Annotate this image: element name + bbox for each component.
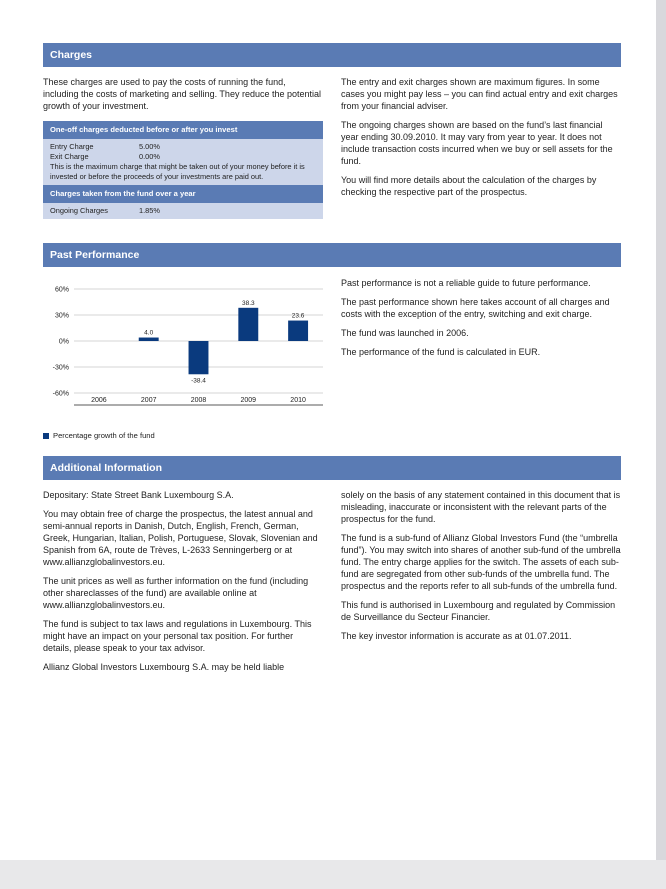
bar-2010 xyxy=(288,321,308,341)
y-tick-label: -60% xyxy=(52,390,69,398)
y-tick-label: 0% xyxy=(58,338,69,346)
performance-p1: Past performance is not a reliable guide to future performance. xyxy=(341,278,591,288)
additional-left-p3: The unit prices as well as further information on the fund (including other shareclasses of the fund) are available online at www.allianzglobalinvestors.eu. xyxy=(43,576,309,610)
page-edge-shadow xyxy=(656,0,666,860)
bar-2009 xyxy=(238,308,258,341)
data-label-2010: 23.6 xyxy=(291,312,305,320)
exit-charge-value: 0.00% xyxy=(139,152,160,161)
y-tick-label: 60% xyxy=(54,286,69,294)
yearly-charges-body xyxy=(43,203,323,219)
bar-2008 xyxy=(189,341,209,374)
data-label-2009: 38.3 xyxy=(241,299,255,307)
ongoing-charges-row xyxy=(50,206,316,216)
charges-right-p1: The entry and exit charges shown are maximum figures. In some cases you might pay less – you can find actual entry and exit charges from your financial adviser. xyxy=(341,77,618,111)
performance-p4: The performance of the fund is calculated in EUR. xyxy=(341,347,541,357)
bar-2007 xyxy=(139,338,159,341)
charges-table xyxy=(43,121,323,219)
exit-charge-row xyxy=(50,152,316,162)
charges-intro-text: These charges are used to pay the costs of running the fund, including the costs of marketing and selling. They reduce the potential growth of your investment. xyxy=(43,77,322,111)
additional-header: Additional Information xyxy=(43,456,621,480)
yearly-charges-header: Charges taken from the fund over a year xyxy=(43,185,323,203)
x-tick-label: 2007 xyxy=(140,397,157,404)
data-label-2007: 4.0 xyxy=(144,329,154,337)
charges-intro xyxy=(43,76,323,119)
ongoing-charges-value: 1.85% xyxy=(139,206,160,215)
additional-left-p2: You may obtain free of charge the prospectus, the latest annual and semi-annual reports in Danish, Dutch, English, French, German, Greek, Hungarian, Italian, Polish, Portuguese, Slovak, Slovenian and Spanish from 6A, route de Trèves, L-2633 Senningerberg or at www.allianzglobalinvestors.eu. xyxy=(43,509,318,567)
additional-right-column xyxy=(341,489,621,649)
data-label-2008: -38.4 xyxy=(191,377,206,385)
y-tick-label: -30% xyxy=(52,364,69,372)
charges-right-column xyxy=(341,76,621,205)
ongoing-charges-label: Ongoing Charges xyxy=(50,206,108,215)
additional-right-p2: The fund is a sub-fund of Allianz Global Investors Fund (the “umbrella fund”). You may switch into shares of another sub-fund of the umbrella fund. The entry charge applies for the switch. The assets of each sub-fund are segregated from other sub-funds of the umbrella fund. The prospectus and the reports refer to all sub-funds of the umbrella fund. xyxy=(341,533,621,591)
oneoff-charges-body xyxy=(43,139,323,185)
charges-right-p3: You will find more details about the calculation of the charges by checking the respective part of the prospectus. xyxy=(341,175,597,197)
entry-charge-row xyxy=(50,142,316,152)
performance-chart xyxy=(43,280,328,420)
legend-swatch xyxy=(43,433,49,439)
performance-text xyxy=(341,277,621,365)
entry-charge-value: 5.00% xyxy=(139,142,160,151)
performance-p3: The fund was launched in 2006. xyxy=(341,328,469,338)
performance-header: Past Performance xyxy=(43,243,621,267)
additional-right-p4: The key investor information is accurate as at 01.07.2011. xyxy=(341,631,572,641)
y-tick-label: 30% xyxy=(54,312,69,320)
additional-left-p1: Depositary: State Street Bank Luxembourg S.A. xyxy=(43,490,234,500)
x-tick-label: 2006 xyxy=(91,397,107,404)
oneoff-charges-header: One-off charges deducted before or after you invest xyxy=(43,121,323,139)
charges-right-p2: The ongoing charges shown are based on the fund’s last financial year ending 30.09.2010. It may vary from year to year. It does not include transaction costs incurred when we buy or sell assets for the fund. xyxy=(341,120,613,166)
oneoff-charges-note: This is the maximum charge that might be taken out of your money before it is invested or before the proceeds of your investments are paid out. xyxy=(50,162,305,181)
chart-legend xyxy=(43,431,155,440)
x-tick-label: 2009 xyxy=(240,397,257,404)
x-tick-label: 2010 xyxy=(290,397,306,404)
additional-right-p3: This fund is authorised in Luxembourg and regulated by Commission de Surveillance du Secteur Financier. xyxy=(341,600,616,622)
x-tick-label: 2008 xyxy=(190,397,207,404)
additional-left-column xyxy=(43,489,323,680)
additional-left-p5: Allianz Global Investors Luxembourg S.A. may be held liable xyxy=(43,662,285,672)
legend-label: Percentage growth of the fund xyxy=(53,431,155,440)
charges-header: Charges xyxy=(43,43,621,67)
additional-left-p4: The fund is subject to tax laws and regulations in Luxembourg. This might have an impact on your personal tax position. For further details, please speak to your tax advisor. xyxy=(43,619,312,653)
additional-right-p1: solely on the basis of any statement contained in this document that is misleading, inaccurate or inconsistent with the relevant parts of the prospectus for the fund. xyxy=(341,490,621,524)
performance-p2: The past performance shown here takes account of all charges and costs with the exception of the entry, switching and exit charge. xyxy=(341,297,610,319)
exit-charge-label: Exit Charge xyxy=(50,152,89,161)
entry-charge-label: Entry Charge xyxy=(50,142,94,151)
